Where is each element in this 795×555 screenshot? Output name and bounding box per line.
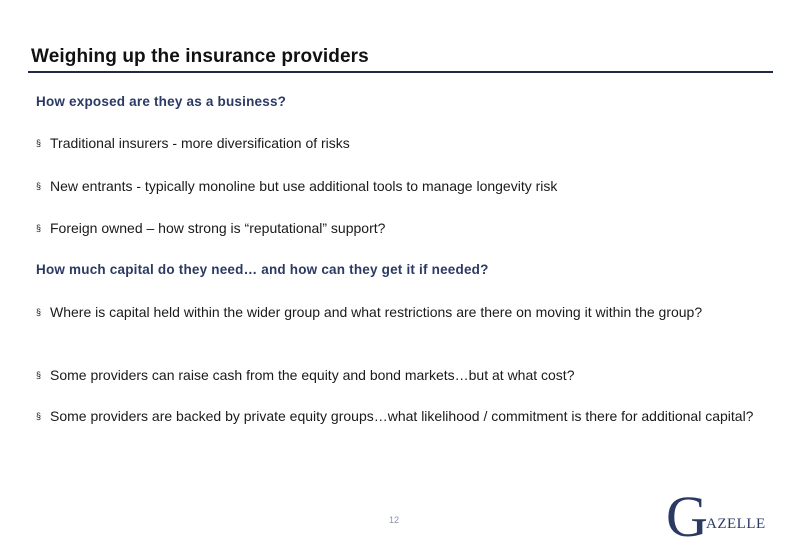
bullet-text: Foreign owned – how strong is “reputational” support? [50, 220, 386, 236]
bullet-marker-icon: § [36, 370, 42, 380]
bullet-text: Some providers are backed by private equity groups…what likelihood / commitment is there for additional capital? [50, 408, 754, 424]
bullet-item [36, 405, 756, 427]
bullet-item [36, 175, 756, 197]
title-divider [28, 71, 773, 73]
logo-wordmark: AZELLE [706, 516, 766, 532]
bullet-marker-icon: § [36, 181, 42, 191]
bullet-marker-icon: § [36, 307, 42, 317]
bullet-marker-icon: § [36, 223, 42, 233]
bullet-text: Some providers can raise cash from the equity and bond markets…but at what cost? [50, 367, 575, 383]
bullet-text: New entrants - typically monoline but use additional tools to manage longevity risk [50, 178, 558, 194]
logo-letter: G [666, 484, 708, 549]
bullet-marker-icon: § [36, 138, 42, 148]
bullet-marker-icon: § [36, 411, 42, 421]
gazelle-logo [666, 484, 772, 550]
bullet-item [36, 217, 756, 239]
section-heading-capital: How much capital do they need… and how can they get it if needed? [36, 262, 489, 277]
section-heading-exposure: How exposed are they as a business? [36, 94, 287, 109]
bullet-text: Traditional insurers - more diversification of risks [50, 135, 350, 151]
bullet-item [36, 301, 756, 323]
bullet-item [36, 364, 756, 386]
page-number: 12 [389, 515, 400, 525]
bullet-text: Where is capital held within the wider group and what restrictions are there on moving it within the group? [50, 304, 703, 320]
bullet-item [36, 132, 756, 154]
page-title: Weighing up the insurance providers [31, 46, 369, 67]
